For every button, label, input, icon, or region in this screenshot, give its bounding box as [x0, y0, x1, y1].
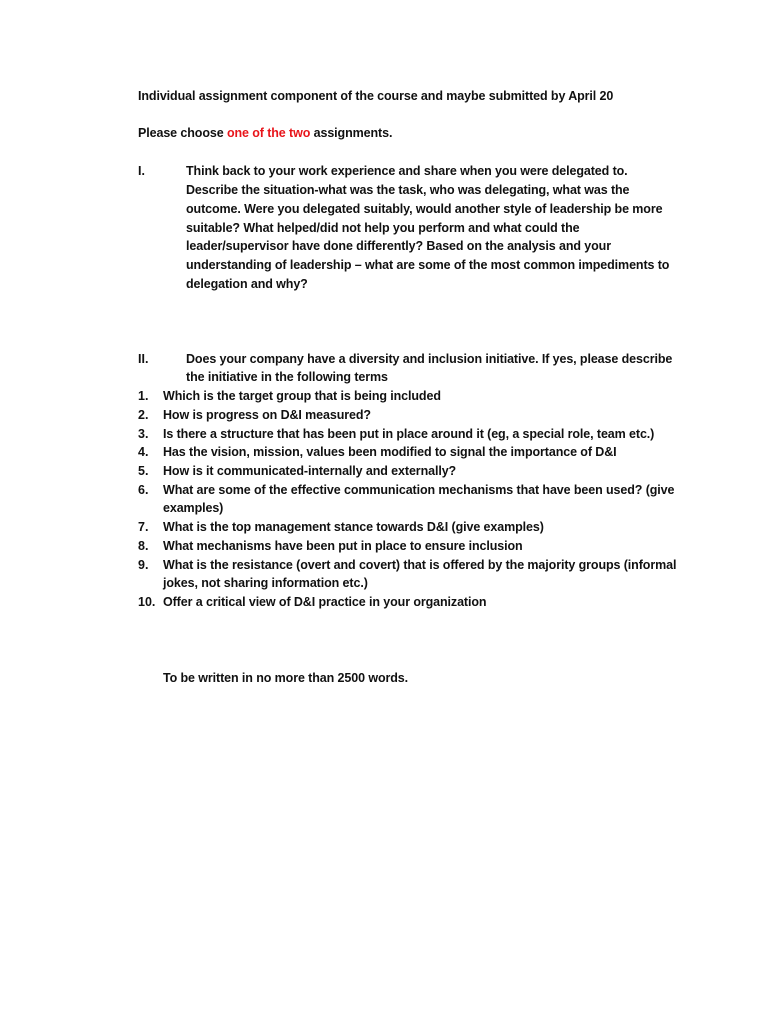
assignment-1-numeral: I. — [138, 164, 145, 178]
assignment-1-line: leader/supervisor have done differently? Based on the analysis and your — [186, 239, 611, 253]
list-item: What is the top management stance towards D&I (give examples) — [163, 520, 544, 534]
assignment-1-line: delegation and why? — [186, 277, 308, 291]
list-item-number: 2. — [138, 408, 149, 422]
assignment-heading: Individual assignment component of the course and maybe submitted by April 20 — [138, 89, 614, 103]
word-limit-note: To be written in no more than 2500 words. — [163, 671, 409, 685]
assignment-1-line: suitable? What helped/did not help you perform and what could the — [186, 221, 580, 235]
choose-prefix: Please choose — [138, 126, 227, 140]
assignment-1-line: outcome. Were you delegated suitably, would another style of leadership be more — [186, 202, 663, 216]
list-item-number: 8. — [138, 539, 149, 553]
choose-instruction — [138, 124, 392, 143]
list-item: Is there a structure that has been put in place around it (eg, a special role, team etc.) — [163, 427, 655, 441]
list-item: How is it communicated-internally and externally? — [163, 464, 457, 478]
list-item-number: 6. — [138, 483, 149, 497]
list-item: Which is the target group that is being included — [163, 389, 441, 403]
list-item-number: 3. — [138, 427, 149, 441]
assignment-1-line: Think back to your work experience and share when you were delegated to. — [186, 164, 628, 178]
list-item: How is progress on D&I measured? — [163, 408, 371, 422]
assignment-1-line: Describe the situation-what was the task, who was delegating, what was the — [186, 183, 630, 197]
list-item-continuation: examples) — [163, 501, 224, 515]
assignment-2-line: the initiative in the following terms — [186, 370, 388, 384]
list-item-number: 4. — [138, 445, 149, 459]
list-item-number: 9. — [138, 558, 149, 572]
choose-suffix: assignments. — [310, 126, 393, 140]
choose-highlight: one of the two — [226, 126, 311, 140]
list-item-number: 7. — [138, 520, 149, 534]
list-item: Has the vision, mission, values been modified to signal the importance of D&I — [163, 445, 617, 459]
assignment-1-line: understanding of leadership – what are some of the most common impediments to — [186, 258, 670, 272]
list-item-number: 1. — [138, 389, 149, 403]
list-item: What mechanisms have been put in place to ensure inclusion — [163, 539, 523, 553]
assignment-2-numeral: II. — [138, 352, 149, 366]
assignment-2-line: Does your company have a diversity and inclusion initiative. If yes, please describe — [186, 352, 673, 366]
list-item-continuation: jokes, not sharing information etc.) — [163, 576, 368, 590]
list-item: What are some of the effective communication mechanisms that have been used? (give — [163, 483, 675, 497]
list-item: What is the resistance (overt and covert) that is offered by the majority groups (informal — [163, 558, 677, 572]
list-item: Offer a critical view of D&I practice in your organization — [163, 595, 487, 609]
list-item-number: 10. — [138, 595, 156, 609]
list-item-number: 5. — [138, 464, 149, 478]
